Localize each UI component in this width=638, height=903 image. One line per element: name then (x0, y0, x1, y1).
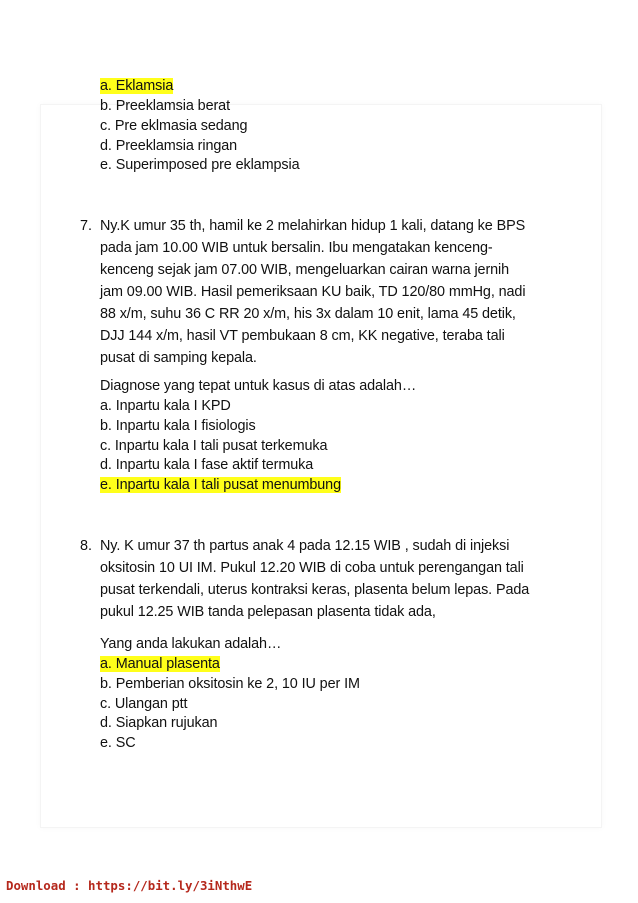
q7-stem-line: pusat di samping kepala. (100, 350, 257, 366)
q7-stem-line: Ny.K umur 35 th, hamil ke 2 melahirkan hidup 1 kali, datang ke BPS (100, 218, 526, 234)
q7-stem-line: jam 09.00 WIB. Hasil pemeriksaan KU baik, TD 120/80 mmHg, nadi (100, 284, 526, 300)
q7-number: 7. (80, 218, 93, 234)
q7-stem-line: DJJ 144 x/m, hasil VT pembukaan 8 cm, KK negative, teraba tali (100, 328, 505, 344)
q8-option-d: d. Siapkan rujukan (100, 715, 218, 731)
q7-option-a: a. Inpartu kala I KPD (100, 398, 231, 414)
answer-highlight: e. Inpartu kala I tali pusat menumbung (100, 477, 341, 493)
q8-stem-line: pusat terkendali, uterus kontraksi keras, plasenta belum lepas. Pada (100, 582, 530, 598)
q7-stem-line: 88 x/m, suhu 36 C RR 20 x/m, his 3x dalam 10 enit, lama 45 detik, (100, 306, 516, 322)
q6-option-d: d. Preeklamsia ringan (100, 138, 238, 154)
q8-option-e: e. SC (100, 735, 136, 751)
q8-stem-line: oksitosin 10 UI IM. Pukul 12.20 WIB di coba untuk perengangan tali (100, 560, 524, 576)
q8-stem-line: pukul 12.25 WIB tanda pelepasan plasenta tidak ada, (100, 604, 436, 620)
q6-option-c: c. Pre eklmasia sedang (100, 118, 248, 134)
q7-option-d: d. Inpartu kala I fase aktif termuka (100, 457, 314, 473)
answer-highlight: a. Manual plasenta (100, 656, 220, 672)
q6-option-e: e. Superimposed pre eklampsia (100, 157, 300, 173)
q6-option-a (100, 76, 173, 96)
download-link[interactable]: Download : https://bit.ly/3iNthwE (6, 878, 253, 893)
answer-highlight: a. Eklamsia (100, 78, 174, 94)
q7-stem-line: kenceng sejak jam 07.00 WIB, mengeluarkan cairan warna jernih (100, 262, 510, 278)
q7-question: Diagnose yang tepat untuk kasus di atas adalah… (100, 378, 417, 394)
q8-option-c: c. Ulangan ptt (100, 696, 188, 712)
q8-number: 8. (80, 538, 93, 554)
q7-stem-line: pada jam 10.00 WIB untuk bersalin. Ibu mengatakan kenceng- (100, 240, 493, 256)
q7-option-b: b. Inpartu kala I fisiologis (100, 418, 256, 434)
q8-question: Yang anda lakukan adalah… (100, 636, 282, 652)
q7-option-c: c. Inpartu kala I tali pusat terkemuka (100, 438, 328, 454)
q8-stem-line: Ny. K umur 37 th partus anak 4 pada 12.15 WIB , sudah di injeksi (100, 538, 510, 554)
q8-option-b: b. Pemberian oksitosin ke 2, 10 IU per IM (100, 676, 360, 692)
q8-option-a (100, 654, 220, 674)
q6-option-b: b. Preeklamsia berat (100, 98, 230, 114)
q7-option-e (100, 475, 341, 495)
